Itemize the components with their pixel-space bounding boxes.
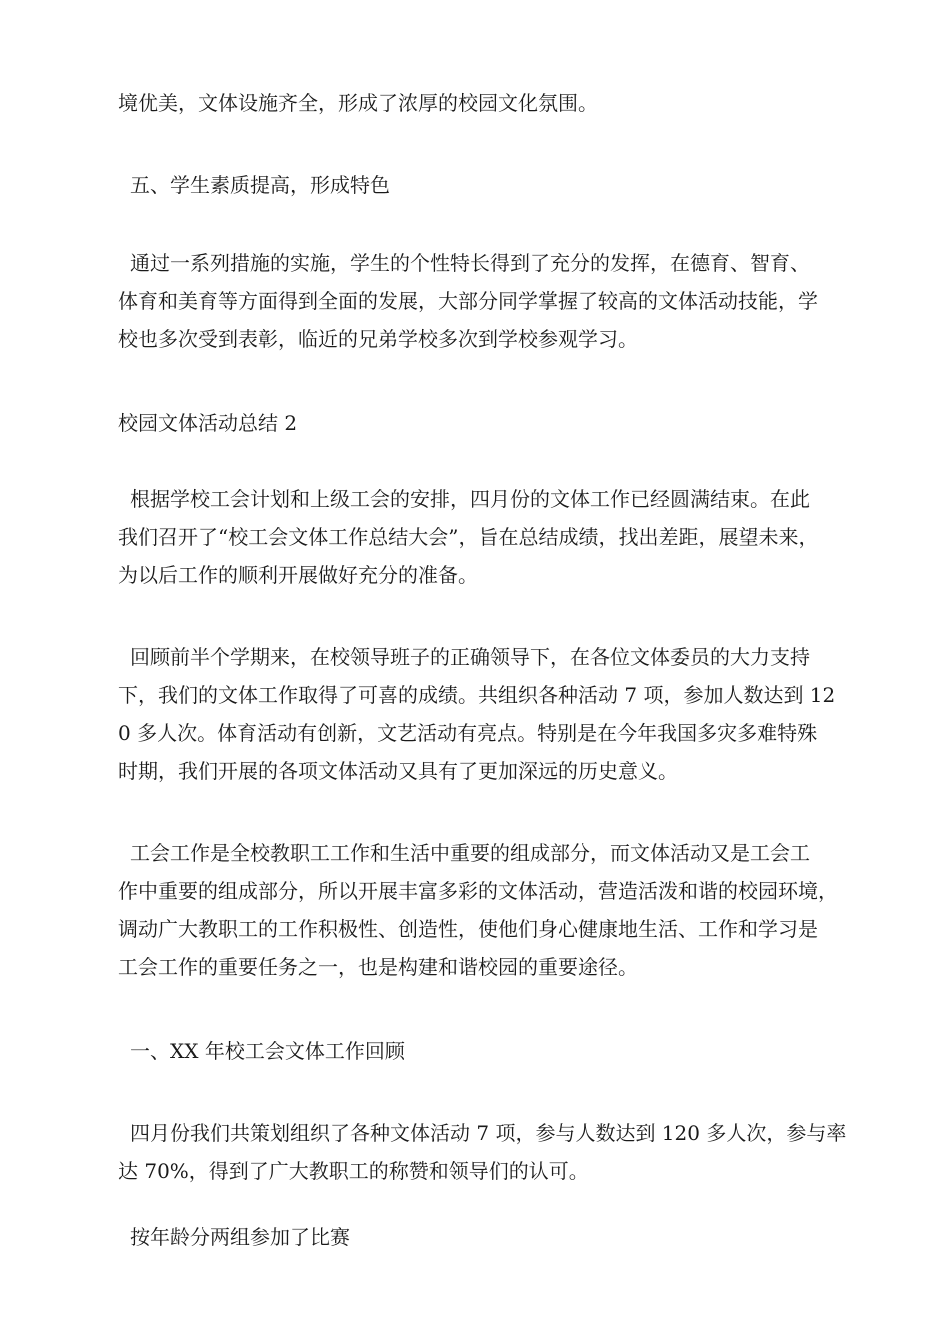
text-line: 五、学生素质提高，形成特色 <box>130 173 390 197</box>
para-intro <box>118 480 850 594</box>
text-line: 境优美，文体设施齐全，形成了浓厚的校园文化氛围。 <box>118 91 598 115</box>
text-line: 按年龄分两组参加了比赛 <box>130 1225 350 1249</box>
para-union-work <box>118 834 850 986</box>
para-review <box>118 638 850 790</box>
text-line: 作中重要的组成部分，所以开展丰富多彩的文体活动，营造活泼和谐的校园环境， <box>118 879 838 903</box>
text-line: 体育和美育等方面得到全面的发展，大部分同学掌握了较高的文体活动技能，学 <box>118 289 818 313</box>
text-line: 下，我们的文体工作取得了可喜的成绩。共组织各种活动 7 项，参加人数达到 12 <box>118 683 836 707</box>
text-line: 四月份我们共策划组织了各种文体活动 7 项，参与人数达到 120 多人次，参与率 <box>130 1121 847 1145</box>
text-line: 工会工作是全校教职工工作和生活中重要的组成部分，而文体活动又是工会工 <box>130 841 810 865</box>
text-line: 根据学校工会计划和上级工会的安排，四月份的文体工作已经圆满结束。在此 <box>130 487 810 511</box>
text-line: 时期，我们开展的各项文体活动又具有了更加深远的历史意义。 <box>118 759 678 783</box>
para-culture-atmosphere <box>118 84 838 122</box>
text-line: 通过一系列措施的实施，学生的个性特长得到了充分的发挥，在德育、智育、 <box>130 251 810 275</box>
heading-section-one <box>118 1032 850 1070</box>
text-line: 校园文体活动总结 2 <box>118 411 298 435</box>
text-line: 校也多次受到表彰，临近的兄弟学校多次到学校参观学习。 <box>118 327 638 351</box>
text-line: 调动广大教职工的工作积极性、创造性，使他们身心健康地生活、工作和学习是 <box>118 917 818 941</box>
text-line: 我们召开了“校工会文体工作总结大会”，旨在总结成绩，找出差距，展望未来， <box>118 525 819 549</box>
text-line: 一、XX 年校工会文体工作回顾 <box>130 1039 405 1063</box>
heading-section-five <box>118 166 850 204</box>
doc-title-summary-2 <box>118 404 838 442</box>
para-student-development <box>118 244 850 358</box>
text-line: 达 70%，得到了广大教职工的称赞和领导们的认可。 <box>118 1159 589 1183</box>
text-line: 0 多人次。体育活动有创新，文艺活动有亮点。特别是在今年我国多灾多难特殊 <box>118 721 818 745</box>
text-line: 回顾前半个学期来，在校领导班子的正确领导下，在各位文体委员的大力支持 <box>130 645 810 669</box>
text-line: 为以后工作的顺利开展做好充分的准备。 <box>118 563 478 587</box>
para-april-activities <box>118 1114 850 1190</box>
para-age-groups <box>118 1218 850 1256</box>
text-line: 工会工作的重要任务之一，也是构建和谐校园的重要途径。 <box>118 955 638 979</box>
